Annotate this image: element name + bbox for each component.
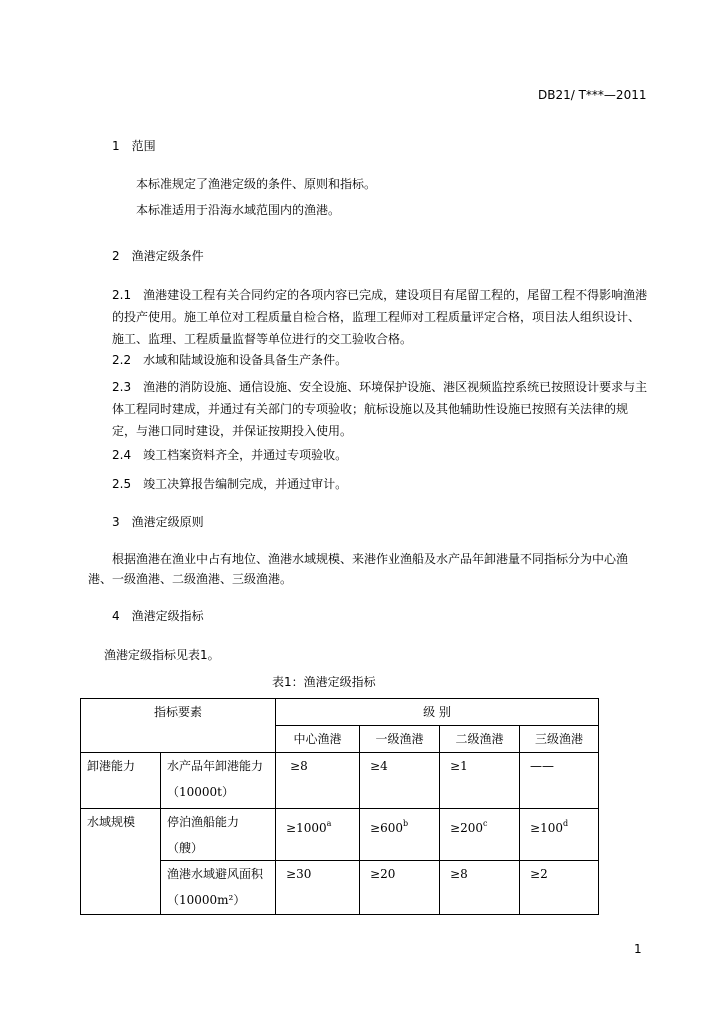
header-factor: 指标要素	[154, 705, 203, 719]
category-unload: 卸港能力	[81, 753, 161, 809]
grading-index-table	[80, 698, 599, 915]
section-4-paragraph: 渔港定级指标见表1。	[104, 648, 220, 662]
note-d: d	[562, 819, 569, 828]
shelter-value-center: ≥30	[276, 861, 360, 915]
clause-2-1: 2.1 渔港建设工程有关合同约定的各项内容已完成，建设项目有尾留工程的，尾留工程不得影响渔港的投产使用。施工单位对工程质量自检合格，监理工程师对工程质量评定合格，项目法人组织设计、施工、监理、工程质量监督等单位进行的交工验收合格。	[112, 288, 648, 346]
item-berth-label: 停泊渔船能力	[167, 815, 240, 829]
berth-value-2: $\ge 200^c$	[440, 809, 520, 861]
berth-value-1: $\ge 600^b$	[360, 809, 440, 861]
section-3-paragraph-line-2: 港、一级渔港、二级渔港、三级渔港。	[88, 572, 293, 586]
item-shelter-label: 渔港水域避风面积	[167, 867, 264, 881]
item-unload-label: 水产品年卸港能力	[167, 759, 264, 773]
item-shelter-unit: （10000m²）	[167, 893, 246, 907]
header-grade: 级 别	[423, 705, 451, 719]
item-unload	[161, 753, 276, 809]
level-3-header: 三级渔港	[520, 726, 599, 753]
shelter-value-3: ≥2	[520, 861, 599, 915]
table-row-unload	[81, 753, 599, 809]
unload-value-2: ≥1	[440, 753, 520, 809]
note-b: b	[402, 819, 409, 828]
item-unload-unit: （10000t）	[167, 785, 234, 799]
level-1-header: 一级渔港	[360, 726, 440, 753]
unload-value-3: ——	[520, 753, 599, 809]
table-caption: 表1：渔港定级指标	[272, 675, 376, 689]
section-1-title: 1 范围	[112, 139, 156, 153]
header-factor-cell	[81, 699, 276, 753]
table-row-berth	[81, 809, 599, 861]
unload-value-1: ≥4	[360, 753, 440, 809]
section-3-paragraph-line-1: 根据渔港在渔业中占有地位、渔港水域规模、来港作业渔船及水产品年卸港量不同指标分为中心渔	[112, 552, 629, 566]
section-1-paragraph-1: 本标准规定了渔港定级的条件、原则和指标。	[136, 177, 377, 191]
shelter-value-1: ≥20	[360, 861, 440, 915]
berth-value-3: $\ge 100^d$	[520, 809, 599, 861]
note-a: a	[326, 819, 332, 828]
clause-2-4: 2.4 竣工档案资料齐全，并通过专项验收。	[112, 448, 348, 462]
page-number: 1	[634, 942, 642, 956]
section-2-title: 2 渔港定级条件	[112, 249, 204, 263]
category-water: 水域规模	[81, 809, 161, 915]
unload-value-center: ≥8	[276, 753, 360, 809]
header-code: DB21/ T***—2011	[538, 88, 647, 102]
table-header-row-1	[81, 699, 599, 726]
clause-2-2: 2.2 水域和陆域设施和设备具备生产条件。	[112, 353, 348, 367]
note-c: c	[482, 819, 488, 828]
section-1-paragraph-2: 本标准适用于沿海水域范围内的渔港。	[136, 203, 341, 217]
section-4-title: 4 渔港定级指标	[112, 609, 204, 623]
section-3-title: 3 渔港定级原则	[112, 515, 204, 529]
item-berth	[161, 809, 276, 861]
shelter-value-2: ≥8	[440, 861, 520, 915]
level-2-header: 二级渔港	[440, 726, 520, 753]
berth-value-center: $\ge 1000^a$	[276, 809, 360, 861]
clause-2-5: 2.5 竣工决算报告编制完成，并通过审计。	[112, 477, 348, 491]
item-berth-unit: （艘）	[167, 841, 204, 855]
level-center-header: 中心渔港	[276, 726, 360, 753]
header-grade-cell	[276, 699, 599, 726]
clause-2-3: 2.3 渔港的消防设施、通信设施、安全设施、环境保护设施、港区视频监控系统已按照设计要求与主体工程同时建成，并通过有关部门的专项验收；航标设施以及其他辅助性设施已按照有关法律的规定，与港口同时建设，并保证按期投入使用。	[112, 380, 648, 438]
item-shelter	[161, 861, 276, 915]
